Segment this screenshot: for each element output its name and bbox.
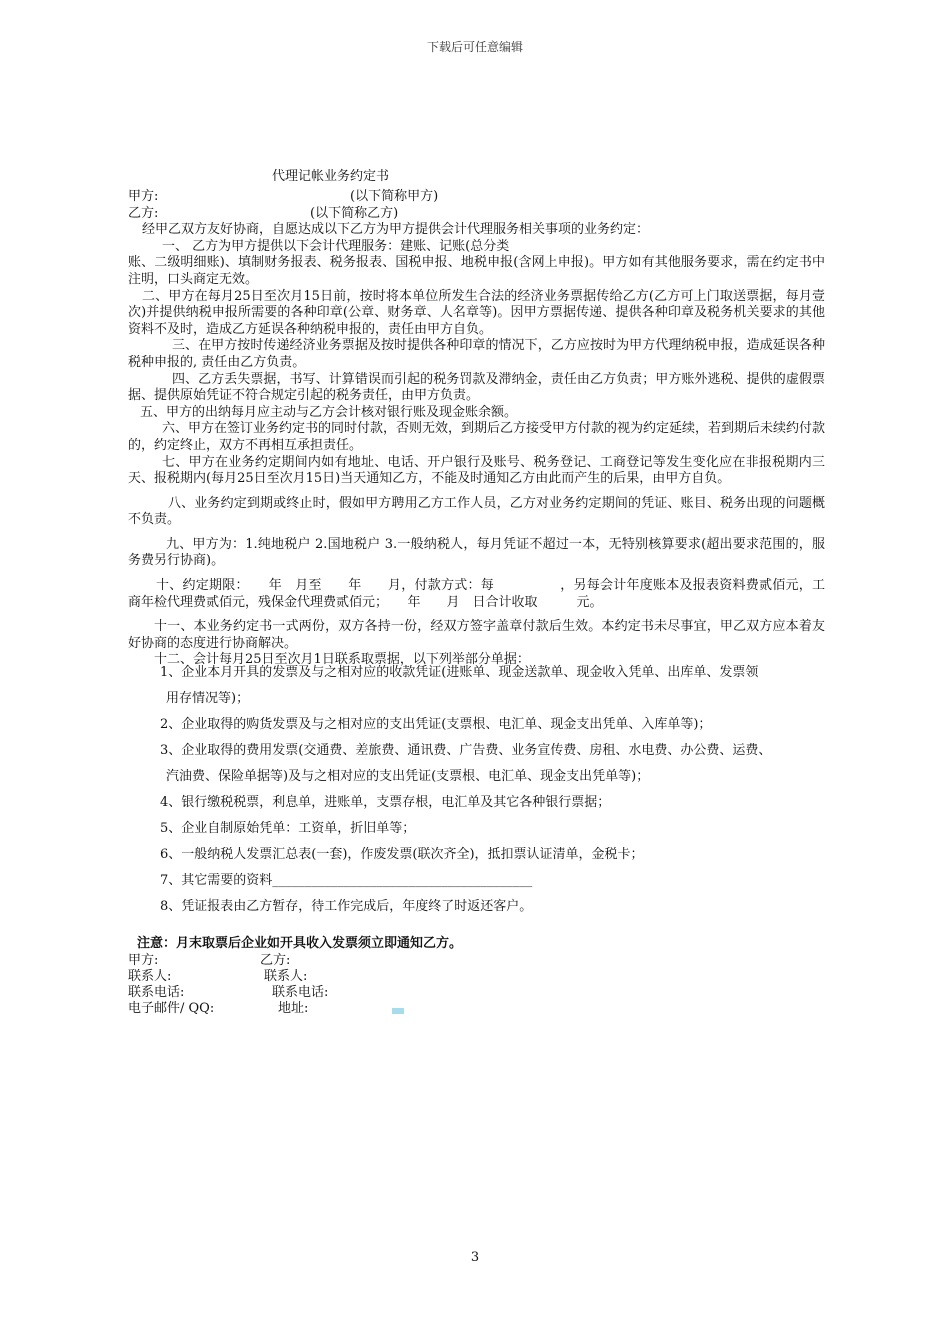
document-list [128, 660, 838, 920]
clause-4: 四、乙方丢失票据，书写、计算错误而引起的税务罚款及滞纳金，责任由乙方负责；甲方账外逃税、提供的虚假票据、提供原始凭证不符合规定引起的税务责任，由甲方负责。 [128, 371, 825, 404]
list-item-2: 2、企业取得的购货发票及与之相对应的支出凭证(支票根、电汇单、现金支出凭单、入库单等)； [160, 717, 712, 732]
signature-row [128, 969, 528, 985]
party-a-phone-label: 联系电话: [128, 985, 185, 1000]
list-item-6: 6、一般纳税人发票汇总表(一套)，作废发票(联次齐全)，抵扣票认证清单，金税卡； [160, 847, 644, 862]
party-b-sign-label: 乙方: [260, 953, 291, 968]
clause-5: 五、甲方的出纳每月应主动与乙方会计核对银行账及现金账余额。 [140, 404, 518, 420]
party-a-note: (以下简称甲方) [350, 189, 439, 204]
list-item-7: 7、其它需要的资料________________________________________ [160, 873, 533, 888]
party-a-sign-label: 甲方: [128, 953, 159, 968]
clause-1-rest: 账、二级明细账)、填制财务报表、税务报表、国税申报、地税申报(含网上申报)。甲方如有其他服务要求，需在约定书中注明，口头商定无效。 [128, 255, 825, 287]
clause-7: 七、甲方在业务约定期间内如有地址、电话、开户银行及账号、税务登记、工商登记等发生变化应在非报税期内三天、报税期内(每月25日至次月15日)当天通知乙方，不能及时通知乙方由此而产生的后果，由甲方自负。 [128, 454, 825, 487]
clause-6: 六、甲方在签订业务约定书的同时付款，否则无效，到期后乙方接受甲方付款的视为约定延续，若到期后未续约付款的，约定终止，双方不再相互承担责任。 [128, 421, 826, 453]
page-number: 3 [470, 1250, 480, 1265]
list-item-8: 8、凭证报表由乙方暂存，待工作完成后，年度终了时返还客户。 [160, 899, 533, 914]
signature-row [128, 1001, 528, 1017]
party-b-contact-label: 联系人: [264, 969, 308, 984]
list-item-3: 3、企业取得的费用发票(交通费、差旅费、通讯费、广告费、业务宣传费、房租、水电费、办公费、运费、 [160, 743, 772, 758]
clause-1-first-line: 一、 乙方为甲方提供以下会计代理服务：建账、记账(总分类 [162, 238, 510, 254]
page-header: 下载后可任意编辑 [426, 40, 523, 54]
party-b-line [128, 206, 825, 223]
signature-row [128, 953, 528, 969]
clause-12: 十二、会计每月25日至次月1日联系取票据，以下列举部分单据： [154, 652, 530, 668]
clause-2: 二、甲方在每月25日至次月15日前，按时将本单位所发生合法的经济业务票据传给乙方(乙方可上门取送票据，每月壹次)并提供纳税申报所需要的各种印章(公章、财务章、人名章等)。因甲方票据传递、提供各种印章及税务机关要求的其他资料不及时，造成乙方延误各种纳税申报的，责任由甲方自负。 [128, 288, 825, 337]
list-item-4: 4、银行缴税税票，利息单，进账单，支票存根，电汇单及其它各种银行票据； [160, 795, 611, 810]
party-b-label: 乙方: [128, 205, 159, 221]
contract-body [128, 189, 825, 669]
list-item-1: 1、企业本月开具的发票及与之相对应的收款凭证(进账单、现金送款单、现金收入凭单、出库单、发票领 [160, 665, 759, 680]
document-title: 代理记帐业务约定书 [272, 169, 390, 184]
party-a-email-label: 电子邮件/ QQ: [128, 1001, 215, 1016]
list-item-1-cont: 用存情况等)； [166, 691, 250, 706]
list-item-3-cont: 汽油费、保险单据等)及与之相对应的支出凭证(支票根、电汇单、现金支出凭单等)； [166, 769, 650, 784]
highlight-marker [392, 1008, 404, 1014]
clause-9: 九、甲方为：1.纯地税户 2.国地税户 3.一般纳税人，每月凭证不超过一本，无特别核算要求(超出要求范围的，服务费另行协商)。 [128, 536, 825, 569]
list-item-5: 5、企业自制原始凭单：工资单，折旧单等； [160, 821, 416, 836]
party-a-contact-label: 联系人: [128, 969, 172, 984]
party-a-line [128, 189, 825, 206]
signature-block [128, 953, 528, 1017]
clause-3: 三、在甲方按时传递经济业务票据及按时提供各种印章的情况下，乙方应按时为甲方代理纳税申报，造成延误各种税种申报的, 责任由乙方负责。 [128, 338, 825, 370]
party-b-phone-label: 联系电话: [272, 985, 329, 1000]
party-b-address-label: 地址: [278, 1001, 309, 1016]
party-b-note: (以下简称乙方) [310, 205, 399, 221]
intro-paragraph: 经甲乙双方友好协商，自愿达成以下乙方为甲方提供会计代理服务相关事项的业务约定： [142, 222, 650, 238]
signature-row [128, 985, 528, 1001]
notice-text: 注意：月末取票后企业如开具收入发票须立即通知乙方。 [137, 936, 463, 951]
clause-11: 十一、本业务约定书一式两份，双方各持一份，经双方签字盖章付款后生效。本约定书未尽事宜，甲乙双方应本着友好协商的态度进行协商解决。 [128, 619, 825, 651]
clause-10: 十、约定期限： 年 月至 年 月，付款方式：每 ，另每会计年度账本及报表资料费贰佰元，工商年检代理费贰佰元，残保金代理费贰佰元； 年 月 日合计收取 元。 [128, 578, 825, 610]
clause-8: 八、业务约定到期或终止时，假如甲方聘用乙方工作人员，乙方对业务约定期间的凭证、账目、税务出现的问题概不负责。 [128, 495, 825, 528]
party-a-label: 甲方: [128, 189, 159, 204]
